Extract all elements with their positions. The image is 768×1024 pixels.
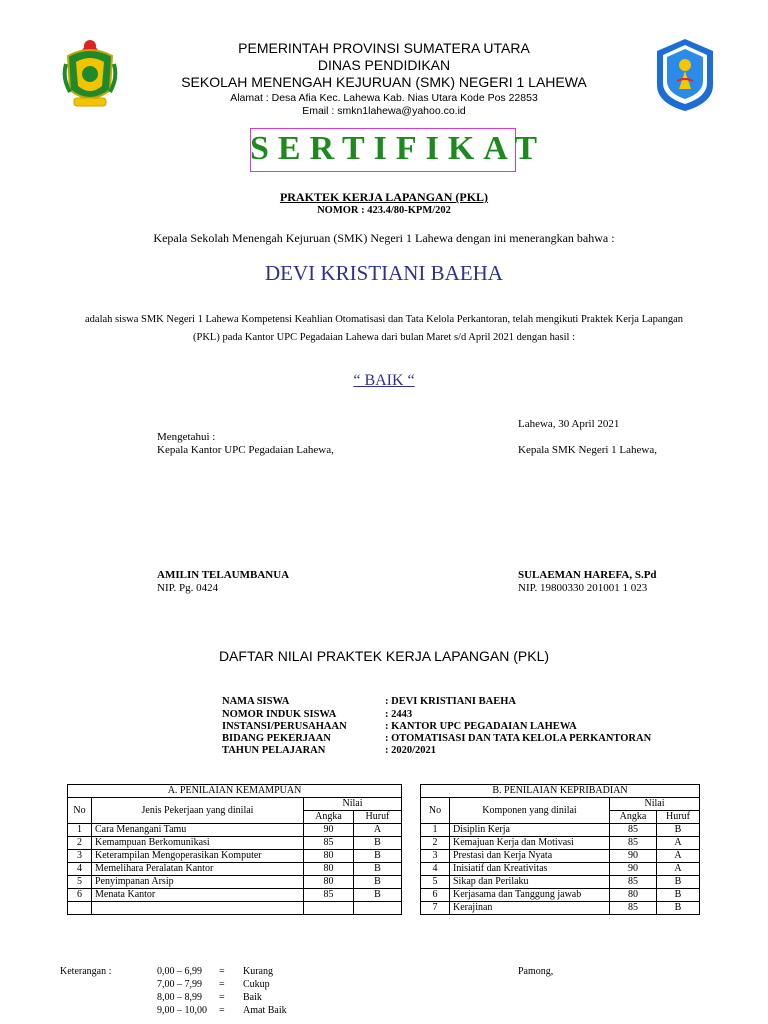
header-email: Email : smkn1lahewa@yahoo.co.id — [302, 105, 466, 117]
legend-eq: = — [219, 992, 225, 1003]
table-row-empty — [68, 902, 402, 915]
row-no: 3 — [421, 850, 450, 863]
row-item: Inisiatif dan Kreativitas — [450, 863, 610, 876]
certificate-intro: Kepala Sekolah Menengah Kejuruan (SMK) Negeri 1 Lahewa dengan ini menerangkan bahwa : — [153, 231, 615, 245]
certificate-title: SERTIFIKAT — [250, 130, 547, 167]
info-label: NOMOR INDUK SISWA — [222, 709, 337, 720]
row-number: 80 — [610, 889, 657, 902]
header-department: DINAS PENDIDIKAN — [317, 57, 451, 73]
left-signatory-name: AMILIN TELAUMBANUA — [157, 569, 290, 581]
col-number: Angka — [304, 811, 354, 824]
info-value: : OTOMATISASI DAN TATA KELOLA PERKANTORAN — [385, 733, 652, 744]
right-signatory-name: SULAEMAN HAREFA, S.Pd — [518, 569, 657, 581]
row-letter: A — [657, 863, 700, 876]
student-name: DEVI KRISTIANI BAEHA — [265, 261, 503, 285]
row-no: 7 — [421, 902, 450, 915]
legend-eq: = — [219, 1005, 225, 1016]
col-item: Komponen yang dinilai — [450, 798, 610, 824]
info-value: : 2020/2021 — [385, 745, 437, 756]
legend-range: 9,00 – 10,00 — [157, 1005, 207, 1016]
row-item: Disiplin Kerja — [450, 824, 610, 837]
col-score: Nilai — [610, 798, 700, 811]
info-label: TAHUN PELAJARAN — [222, 745, 326, 756]
row-number: 85 — [304, 837, 354, 850]
row-number: 90 — [304, 824, 354, 837]
legend-range: 7,00 – 7,99 — [157, 979, 202, 990]
row-item: Menata Kantor — [92, 889, 304, 902]
header-address: Alamat : Desa Afia Kec. Lahewa Kab. Nias Utara Kode Pos 22853 — [230, 92, 538, 104]
row-letter: B — [657, 889, 700, 902]
info-label: NAMA SISWA — [222, 696, 290, 707]
row-number: 85 — [610, 902, 657, 915]
table-row — [68, 850, 402, 863]
row-no: 5 — [421, 876, 450, 889]
row-item: Memelihara Peralatan Kantor — [92, 863, 304, 876]
row-no: 4 — [421, 863, 450, 876]
row-item: Kerjasama dan Tanggung jawab — [450, 889, 610, 902]
left-signatory-nip: NIP. Pg. 0424 — [157, 582, 219, 594]
row-letter: B — [354, 889, 402, 902]
table-row — [68, 876, 402, 889]
pamong-label: Pamong, — [518, 966, 554, 977]
row-letter: A — [657, 837, 700, 850]
row-letter: B — [354, 863, 402, 876]
header-school: SEKOLAH MENENGAH KEJURUAN (SMK) NEGERI 1 LAHEWA — [181, 74, 587, 90]
table-row — [421, 837, 700, 850]
legend-desc: Kurang — [243, 966, 273, 977]
row-number: 85 — [610, 876, 657, 889]
col-no: No — [421, 798, 450, 824]
info-value: : 2443 — [385, 709, 413, 720]
row-number: 90 — [610, 863, 657, 876]
info-value: : KANTOR UPC PEGADAIAN LAHEWA — [385, 721, 577, 732]
row-no: 2 — [68, 837, 92, 850]
legend-eq: = — [219, 966, 225, 977]
legend-desc: Amat Baik — [243, 1005, 287, 1016]
row-letter: B — [657, 824, 700, 837]
legend-eq: = — [219, 979, 225, 990]
row-no: 3 — [68, 850, 92, 863]
row-number: 85 — [304, 889, 354, 902]
row-letter: A — [657, 850, 700, 863]
acknowledged-label: Mengetahui : — [157, 431, 216, 443]
header-government: PEMERINTAH PROVINSI SUMATERA UTARA — [238, 40, 530, 56]
table-row — [68, 824, 402, 837]
table-row — [421, 902, 700, 915]
table-row — [421, 876, 700, 889]
row-item: Kemampuan Berkomunikasi — [92, 837, 304, 850]
row-no: 6 — [421, 889, 450, 902]
row-item: Penyimpanan Arsip — [92, 876, 304, 889]
table-row — [421, 824, 700, 837]
table-row — [68, 863, 402, 876]
certificate-grade: “ BAIK “ — [353, 372, 415, 389]
row-number: 80 — [304, 863, 354, 876]
row-item: Kerajinan — [450, 902, 610, 915]
table-personality-title: B. PENILAIAN KEPRIBADIAN — [421, 785, 700, 798]
col-letter: Huruf — [354, 811, 402, 824]
row-letter: B — [354, 876, 402, 889]
row-number: 80 — [304, 850, 354, 863]
row-no: 5 — [68, 876, 92, 889]
row-number: 85 — [610, 824, 657, 837]
row-letter: B — [657, 902, 700, 915]
row-item: Sikap dan Perilaku — [450, 876, 610, 889]
col-score: Nilai — [304, 798, 402, 811]
certificate-subtitle: PRAKTEK KERJA LAPANGAN (PKL) — [279, 190, 489, 204]
row-number: 85 — [610, 837, 657, 850]
row-letter: B — [354, 850, 402, 863]
row-item: Prestasi dan Kerja Nyata — [450, 850, 610, 863]
table-row — [421, 863, 700, 876]
grades-title: DAFTAR NILAI PRAKTEK KERJA LAPANGAN (PKL) — [218, 648, 550, 664]
legend-label: Keterangan : — [60, 966, 112, 977]
info-label: INSTANSI/PERUSAHAAN — [222, 721, 347, 732]
right-signatory-nip: NIP. 19800330 201001 1 023 — [518, 582, 648, 594]
legend-desc: Cukup — [243, 979, 270, 990]
info-label: BIDANG PEKERJAAN — [222, 733, 331, 744]
row-letter: B — [657, 876, 700, 889]
left-signatory-title: Kepala Kantor UPC Pegadaian Lahewa, — [157, 444, 334, 456]
row-item: Cara Menangani Tamu — [92, 824, 304, 837]
col-number: Angka — [610, 811, 657, 824]
legend-range: 0,00 – 6,99 — [157, 966, 202, 977]
table-row — [421, 850, 700, 863]
info-value: : DEVI KRISTIANI BAEHA — [385, 696, 516, 707]
row-no: 6 — [68, 889, 92, 902]
row-letter: A — [354, 824, 402, 837]
row-no: 1 — [421, 824, 450, 837]
legend-desc: Baik — [243, 992, 262, 1003]
col-item: Jenis Pekerjaan yang dinilai — [92, 798, 304, 824]
col-letter: Huruf — [657, 811, 700, 824]
row-item: Kemajuan Kerja dan Motivasi — [450, 837, 610, 850]
row-item: Keterampilan Mengoperasikan Komputer — [92, 850, 304, 863]
certificate-number: NOMOR : 423.4/80-KPM/202 — [317, 205, 451, 216]
table-row — [421, 889, 700, 902]
table-row — [68, 889, 402, 902]
certificate-body-line1: adalah siswa SMK Negeri 1 Lahewa Kompetensi Keahlian Otomatisasi dan Tata Kelola Perkantoran, telah mengikuti Praktek Kerja Lapangan — [85, 314, 683, 325]
legend-range: 8,00 – 8,99 — [157, 992, 202, 1003]
col-no: No — [68, 798, 92, 824]
table-personality — [420, 784, 700, 915]
row-letter: B — [354, 837, 402, 850]
right-signatory-title: Kepala SMK Negeri 1 Lahewa, — [518, 444, 657, 456]
table-row — [68, 837, 402, 850]
row-number: 80 — [304, 876, 354, 889]
certificate-body-line2: (PKL) pada Kantor UPC Pegadaian Lahewa dari bulan Maret s/d April 2021 dengan hasil : — [193, 332, 575, 343]
row-no: 1 — [68, 824, 92, 837]
table-ability-title: A. PENILAIAN KEMAMPUAN — [68, 785, 402, 798]
place-date: Lahewa, 30 April 2021 — [518, 418, 620, 430]
row-no: 4 — [68, 863, 92, 876]
row-number: 90 — [610, 850, 657, 863]
table-ability — [67, 784, 402, 915]
row-no: 2 — [421, 837, 450, 850]
